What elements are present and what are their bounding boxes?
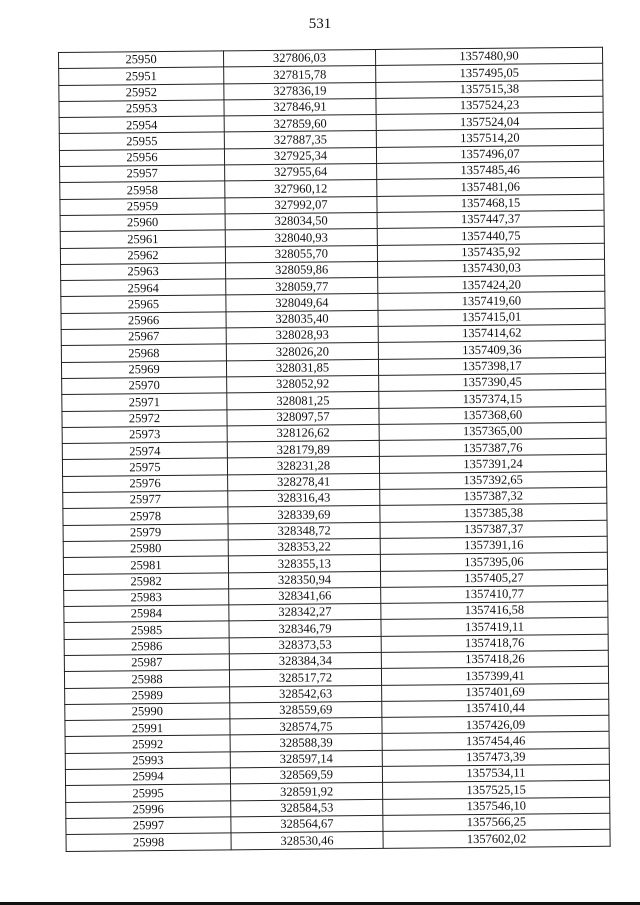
y-coordinate-cell: 1357485,46 (377, 161, 604, 179)
x-coordinate-cell: 328179,89 (227, 441, 379, 459)
point-number-cell: 25956 (59, 149, 224, 167)
y-coordinate-cell: 1357424,20 (378, 275, 605, 293)
x-coordinate-cell: 328055,70 (225, 245, 377, 263)
y-coordinate-cell: 1357515,38 (376, 80, 603, 98)
y-coordinate-cell: 1357473,39 (382, 748, 609, 766)
x-coordinate-cell: 327815,78 (224, 66, 376, 84)
point-number-cell: 25979 (63, 523, 228, 541)
x-coordinate-cell: 327836,19 (224, 82, 376, 100)
point-number-cell: 25990 (65, 703, 230, 721)
x-coordinate-cell: 327925,34 (224, 147, 376, 165)
y-coordinate-cell: 1357454,46 (382, 732, 609, 750)
point-number-cell: 25973 (62, 426, 227, 444)
y-coordinate-cell: 1357426,09 (382, 715, 609, 733)
coordinates-table-body (59, 47, 611, 851)
x-coordinate-cell: 328231,28 (227, 457, 379, 475)
x-coordinate-cell: 328339,69 (228, 506, 380, 524)
point-number-cell: 25968 (61, 344, 226, 362)
x-coordinate-cell: 328342,27 (229, 604, 381, 622)
x-coordinate-cell: 327859,60 (224, 115, 376, 133)
y-coordinate-cell: 1357398,17 (378, 357, 605, 375)
point-number-cell: 25996 (66, 801, 231, 819)
x-coordinate-cell: 328031,85 (226, 359, 378, 377)
y-coordinate-cell: 1357391,16 (380, 536, 607, 554)
point-number-cell: 25962 (60, 246, 225, 264)
point-number-cell: 25986 (64, 638, 229, 656)
point-number-cell: 25978 (63, 507, 228, 525)
point-number-cell: 25983 (64, 589, 229, 607)
y-coordinate-cell: 1357392,65 (380, 471, 607, 489)
point-number-cell: 25977 (63, 491, 228, 509)
y-coordinate-cell: 1357418,76 (381, 634, 608, 652)
point-number-cell: 25975 (62, 458, 227, 476)
y-coordinate-cell: 1357368,60 (379, 406, 606, 424)
y-coordinate-cell: 1357468,15 (377, 194, 604, 212)
y-coordinate-cell: 1357385,38 (380, 504, 607, 522)
point-number-cell: 25966 (61, 312, 226, 330)
x-coordinate-cell: 328530,46 (231, 832, 383, 850)
coordinates-table-wrapper (58, 47, 610, 852)
point-number-cell: 25989 (65, 686, 230, 704)
x-coordinate-cell: 327960,12 (225, 180, 377, 198)
x-coordinate-cell: 328574,75 (230, 718, 382, 736)
point-number-cell: 25964 (61, 279, 226, 297)
x-coordinate-cell: 328384,34 (229, 652, 381, 670)
point-number-cell: 25987 (64, 654, 229, 672)
point-number-cell: 25969 (61, 361, 226, 379)
y-coordinate-cell: 1357440,75 (377, 227, 604, 245)
y-coordinate-cell: 1357387,32 (380, 487, 607, 505)
y-coordinate-cell: 1357405,27 (380, 569, 607, 587)
y-coordinate-cell: 1357496,07 (376, 145, 603, 163)
point-number-cell: 25952 (59, 84, 224, 102)
point-number-cell: 25992 (65, 735, 230, 753)
x-coordinate-cell: 328353,22 (228, 538, 380, 556)
y-coordinate-cell: 1357602,02 (383, 829, 610, 847)
y-coordinate-cell: 1357524,23 (376, 96, 603, 114)
y-coordinate-cell: 1357390,45 (379, 373, 606, 391)
x-coordinate-cell: 328097,57 (227, 408, 379, 426)
x-coordinate-cell: 327955,64 (225, 164, 377, 182)
y-coordinate-cell: 1357481,06 (377, 178, 604, 196)
y-coordinate-cell: 1357374,15 (379, 389, 606, 407)
x-coordinate-cell: 327992,07 (225, 196, 377, 214)
y-coordinate-cell: 1357435,92 (377, 243, 604, 261)
y-coordinate-cell: 1357365,00 (379, 422, 606, 440)
y-coordinate-cell: 1357391,24 (379, 455, 606, 473)
x-coordinate-cell: 328035,40 (226, 310, 378, 328)
x-coordinate-cell: 328278,41 (228, 473, 380, 491)
point-number-cell: 25995 (66, 784, 231, 802)
point-number-cell: 25958 (60, 181, 225, 199)
point-number-cell: 25972 (62, 409, 227, 427)
x-coordinate-cell: 328026,20 (226, 343, 378, 361)
point-number-cell: 25988 (64, 670, 229, 688)
x-coordinate-cell: 328588,39 (230, 734, 382, 752)
y-coordinate-cell: 1357534,11 (382, 764, 609, 782)
point-number-cell: 25960 (60, 214, 225, 232)
point-number-cell: 25974 (62, 442, 227, 460)
page-number: 531 (308, 16, 332, 32)
y-coordinate-cell: 1357399,41 (381, 667, 608, 685)
point-number-cell: 25994 (65, 768, 230, 786)
x-coordinate-cell: 328059,77 (226, 278, 378, 296)
point-number-cell: 25993 (65, 752, 230, 770)
x-coordinate-cell: 327887,35 (224, 131, 376, 149)
point-number-cell: 25957 (60, 165, 225, 183)
y-coordinate-cell: 1357524,04 (376, 112, 603, 130)
point-number-cell: 25991 (65, 719, 230, 737)
y-coordinate-cell: 1357419,11 (381, 618, 608, 636)
x-coordinate-cell: 328034,50 (225, 212, 377, 230)
x-coordinate-cell: 328028,93 (226, 326, 378, 344)
point-number-cell: 25951 (59, 67, 224, 85)
x-coordinate-cell: 328059,86 (226, 261, 378, 279)
x-coordinate-cell: 328081,25 (227, 392, 379, 410)
y-coordinate-cell: 1357495,05 (376, 64, 603, 82)
point-number-cell: 25982 (64, 572, 229, 590)
y-coordinate-cell: 1357480,90 (375, 47, 602, 65)
x-coordinate-cell: 328040,93 (225, 229, 377, 247)
point-number-cell: 25976 (63, 475, 228, 493)
x-coordinate-cell: 328564,67 (231, 815, 383, 833)
x-coordinate-cell: 328373,53 (229, 636, 381, 654)
point-number-cell: 25998 (66, 833, 231, 851)
y-coordinate-cell: 1357409,36 (378, 341, 605, 359)
x-coordinate-cell: 327846,91 (224, 98, 376, 116)
x-coordinate-cell: 327806,03 (223, 49, 375, 67)
x-coordinate-cell: 328052,92 (227, 375, 379, 393)
y-coordinate-cell: 1357387,37 (380, 520, 607, 538)
y-coordinate-cell: 1357546,10 (383, 797, 610, 815)
point-number-cell: 25961 (60, 230, 225, 248)
y-coordinate-cell: 1357566,25 (383, 813, 610, 831)
y-coordinate-cell: 1357395,06 (380, 552, 607, 570)
x-coordinate-cell: 328591,92 (231, 783, 383, 801)
x-coordinate-cell: 328350,94 (229, 571, 381, 589)
point-number-cell: 25971 (62, 393, 227, 411)
y-coordinate-cell: 1357401,69 (382, 683, 609, 701)
point-number-cell: 25963 (61, 263, 226, 281)
point-number-cell: 25970 (62, 377, 227, 395)
point-number-cell: 25981 (63, 556, 228, 574)
x-coordinate-cell: 328569,59 (230, 766, 382, 784)
y-coordinate-cell: 1357419,60 (378, 292, 605, 310)
x-coordinate-cell: 328126,62 (227, 424, 379, 442)
point-number-cell: 25953 (59, 100, 224, 118)
y-coordinate-cell: 1357410,77 (381, 585, 608, 603)
point-number-cell: 25959 (60, 198, 225, 216)
point-number-cell: 25984 (64, 605, 229, 623)
x-coordinate-cell: 328584,53 (231, 799, 383, 817)
y-coordinate-cell: 1357514,20 (376, 129, 603, 147)
y-coordinate-cell: 1357387,76 (379, 438, 606, 456)
point-number-cell: 25997 (66, 817, 231, 835)
y-coordinate-cell: 1357410,44 (382, 699, 609, 717)
y-coordinate-cell: 1357525,15 (383, 781, 610, 799)
x-coordinate-cell: 328517,72 (229, 669, 381, 687)
point-number-cell: 25965 (61, 295, 226, 313)
x-coordinate-cell: 328559,69 (230, 701, 382, 719)
y-coordinate-cell: 1357414,62 (378, 324, 605, 342)
point-number-cell: 25967 (61, 328, 226, 346)
x-coordinate-cell: 328049,64 (226, 294, 378, 312)
x-coordinate-cell: 328346,79 (229, 620, 381, 638)
point-number-cell: 25954 (59, 116, 224, 134)
x-coordinate-cell: 328597,14 (230, 750, 382, 768)
y-coordinate-cell: 1357415,01 (378, 308, 605, 326)
y-coordinate-cell: 1357416,58 (381, 601, 608, 619)
x-coordinate-cell: 328542,63 (230, 685, 382, 703)
x-coordinate-cell: 328355,13 (228, 555, 380, 573)
x-coordinate-cell: 328341,66 (229, 587, 381, 605)
y-coordinate-cell: 1357430,03 (378, 259, 605, 277)
x-coordinate-cell: 328348,72 (228, 522, 380, 540)
x-coordinate-cell: 328316,43 (228, 489, 380, 507)
point-number-cell: 25955 (59, 132, 224, 150)
y-coordinate-cell: 1357418,26 (381, 650, 608, 668)
point-number-cell: 25985 (64, 621, 229, 639)
point-number-cell: 25980 (63, 540, 228, 558)
point-number-cell: 25950 (59, 51, 224, 69)
y-coordinate-cell: 1357447,37 (377, 210, 604, 228)
coordinates-table (58, 47, 611, 852)
